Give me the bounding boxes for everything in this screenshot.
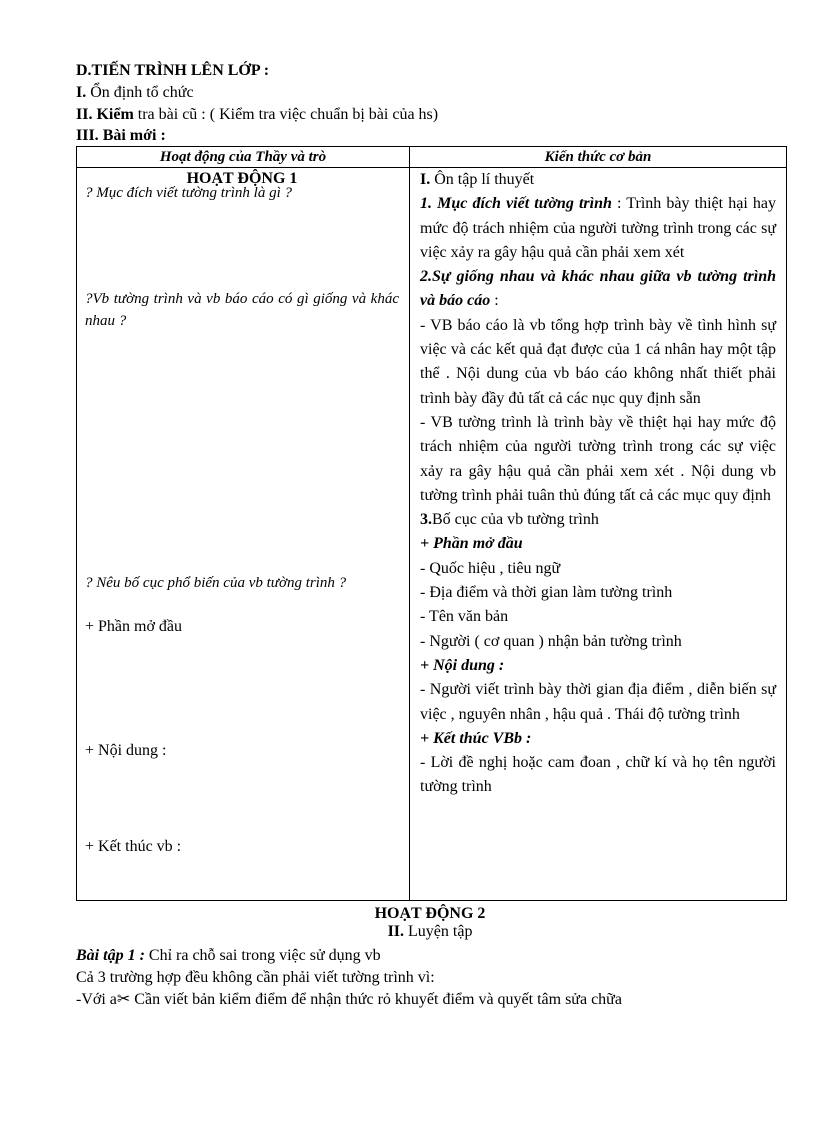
section-3-colon: : — [490, 292, 499, 310]
item-2 — [76, 104, 784, 126]
section-3-heading: 2.Sự giống nhau và khác nhau giữa vb tường trình và báo cáo — [420, 268, 776, 310]
practice-number: II. — [387, 923, 405, 940]
item-3-text: Bài mới : — [98, 127, 166, 144]
section-1 — [420, 168, 776, 192]
exercise-1-text: Chỉ ra chỗ sai trong việc sử dụng vb — [144, 947, 381, 964]
section-heading: D.TIẾN TRÌNH LÊN LỚP : — [76, 62, 270, 79]
practice-heading — [76, 922, 784, 941]
ending-heading: + Kết thúc VBb : — [420, 729, 532, 747]
table-header-row — [77, 147, 787, 168]
content-text: - Người viết trình bày thời gian địa điểm , diễn biến sự việc , nguyên nhân , hậu quả . Thái độ tường trình — [420, 681, 776, 723]
exercise-1-label: Bài tập 1 : — [76, 947, 145, 964]
opening-item: - Địa điểm và thời gian làm tường trình — [420, 584, 673, 602]
content-heading: + Nội dung : — [420, 656, 505, 674]
opening-heading: + Phần mở đầu — [420, 535, 523, 553]
question-3: ? Nêu bố cục phổ biến của vb tường trình ? — [85, 575, 347, 591]
col2-header: Kiến thức cơ bản — [410, 147, 787, 168]
col1-header: Hoạt động của Thầy và trò — [77, 147, 410, 168]
lesson-table — [76, 146, 787, 901]
question-1: ? Mục đích viết tường trình là gì ? — [85, 185, 292, 201]
section-4-number: 3. — [420, 511, 432, 529]
exercise-1 — [76, 945, 784, 967]
section-1-number: I. — [420, 171, 431, 188]
opening-item: - Quốc hiệu , tiêu ngữ — [420, 559, 561, 577]
activity-1-title: HOẠT ĐỘNG 1 — [186, 170, 298, 187]
section-4-text: Bố cục của vb tường trình — [432, 511, 599, 529]
opening-item: - Người ( cơ quan ) nhận bản tường trình — [420, 632, 682, 650]
part-ending: + Kết thúc vb : — [85, 838, 182, 855]
practice-text: Luyện tập — [404, 923, 473, 940]
part-content: + Nội dung : — [85, 742, 167, 759]
part-opening: + Phần mở đầu — [85, 618, 183, 635]
teacher-student-column — [77, 168, 410, 901]
item-3-number: III. — [76, 127, 99, 144]
item-1-text: Ổn định tổ chức — [86, 84, 194, 101]
section-2 — [420, 192, 776, 265]
exercise-case-a — [76, 989, 784, 1011]
question-2: ?Vb tường trình và vb báo cáo có gì giống và khác nhau ? — [85, 291, 399, 329]
item-2-number: II. — [76, 106, 93, 123]
opening-item: - Tên văn bản — [420, 608, 509, 626]
scissors-icon: ✂ — [116, 991, 131, 1008]
report-paragraph: - VB báo cáo là vb tổng hợp trình bày về tình hình sự việc và các kết quả đạt được của 1 cá nhân hay một tập thể . Nội dung của vb báo cáo không nhất thiết phải trình bày đầy đủ tất cả các nục quy định sẵn — [420, 316, 776, 407]
section-1-text: Ôn tập lí thuyết — [430, 171, 535, 188]
section-3 — [420, 265, 776, 314]
case-a-start: -Với a — [76, 991, 117, 1008]
statement-paragraph: - VB tường trình là trình bày về thiệt hại hay mức độ trách nhiệm của người tường trình trong các sự việc xảy ra gây hậu quả cần phải xem xét . Nội dung vb tường trình phải tuân thủ đúng tất cả các mục quy định — [420, 413, 776, 504]
item-1 — [76, 82, 784, 104]
table-body-row — [77, 168, 787, 901]
activity-2-title: HOẠT ĐỘNG 2 — [374, 905, 486, 922]
section-4 — [420, 508, 776, 532]
document-page — [76, 60, 784, 1011]
knowledge-column — [410, 168, 787, 901]
item-2-bold: Kiểm — [92, 106, 134, 123]
section-2-heading: 1. Mục đích viết tường trình — [420, 195, 612, 213]
item-1-number: I. — [76, 84, 87, 101]
item-2-text: tra bài cũ : ( Kiểm tra việc chuẩn bị bài của hs) — [133, 106, 439, 123]
case-a-text: Cần viết bản kiểm điểm để nhận thức rỏ khuyết điểm và quyết tâm sửa chữa — [130, 991, 622, 1008]
item-3 — [76, 126, 784, 146]
ending-text: - Lời đề nghị hoặc cam đoan , chữ kí và họ tên người tường trình — [420, 754, 776, 796]
section-2-text: : Trình bày thiệt hại hay mức độ trách nhiệm của người tường trình trong các sự việc xảy ra gây hậu quả cần phải xem xét — [420, 195, 777, 261]
exercise-explanation: Cả 3 trường hợp đều không cần phải viết tường trình vì: — [76, 969, 435, 986]
